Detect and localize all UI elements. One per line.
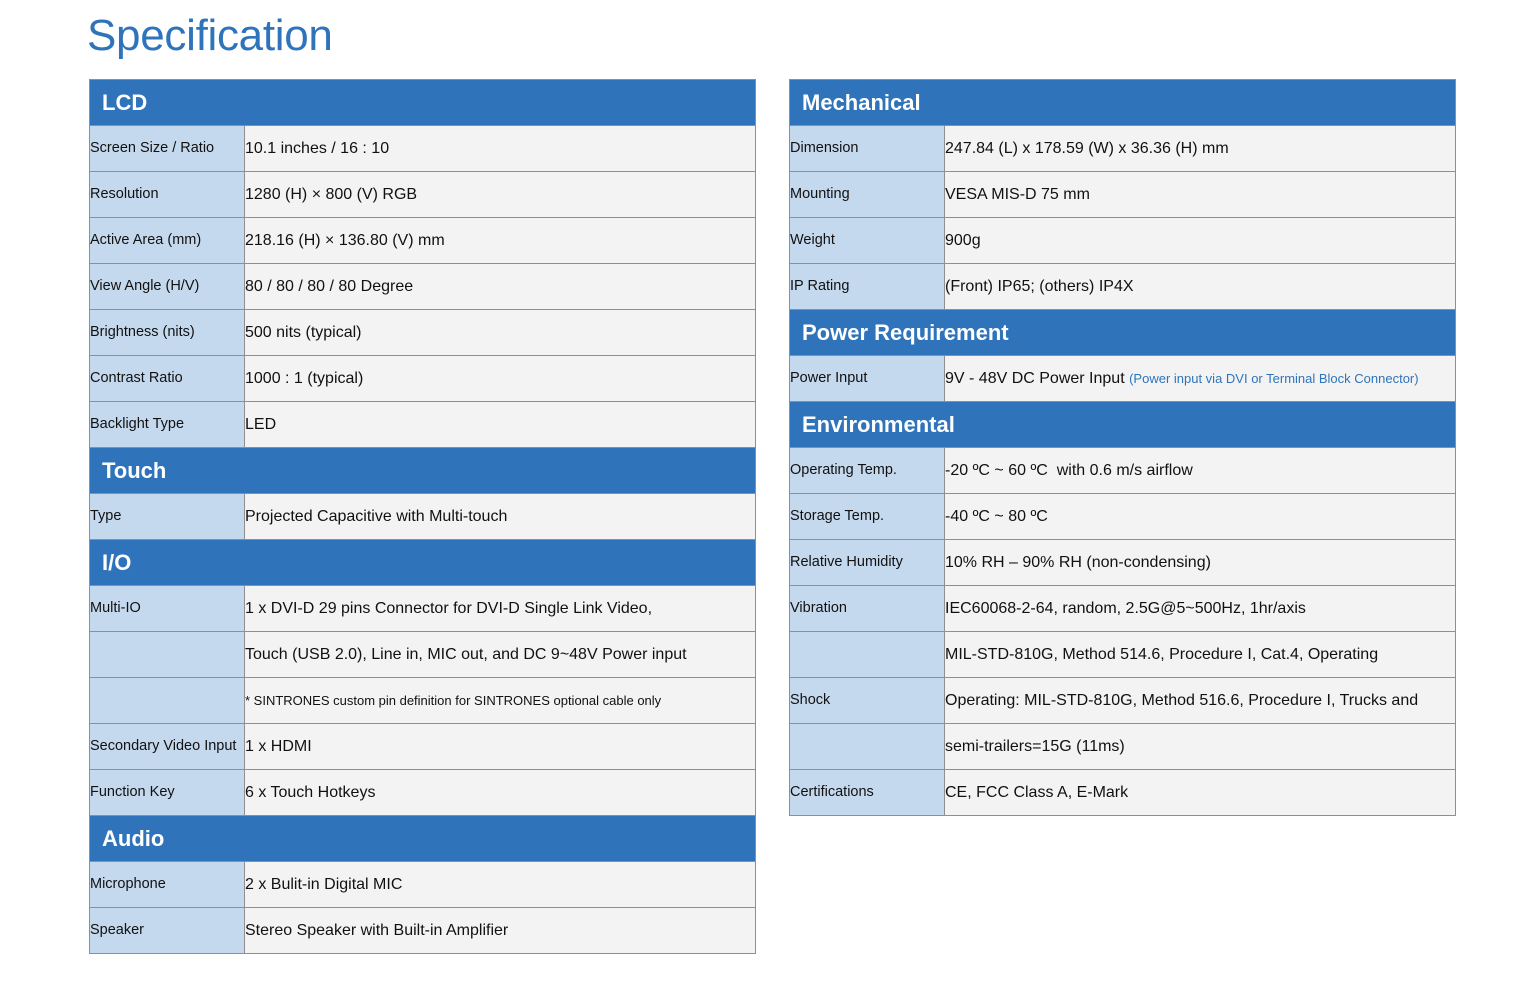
spec-row xyxy=(90,586,756,632)
spec-label xyxy=(90,632,245,678)
spec-row xyxy=(790,218,1456,264)
spec-value: 500 nits (typical) xyxy=(245,310,756,356)
spec-row xyxy=(90,310,756,356)
spec-value: Projected Capacitive with Multi-touch xyxy=(245,494,756,540)
spec-value: 2 x Bulit-in Digital MIC xyxy=(245,862,756,908)
section-header-audio xyxy=(90,816,756,862)
spec-table-left xyxy=(89,79,756,954)
spec-label: Resolution xyxy=(90,172,245,218)
spec-row xyxy=(790,540,1456,586)
spec-label: Dimension xyxy=(790,126,945,172)
section-title: Environmental xyxy=(790,402,1456,448)
section-title: Mechanical xyxy=(790,80,1456,126)
spec-label xyxy=(790,632,945,678)
spec-row xyxy=(90,356,756,402)
spec-label: Microphone xyxy=(90,862,245,908)
spec-value: 218.16 (H) × 136.80 (V) mm xyxy=(245,218,756,264)
spec-value: 80 / 80 / 80 / 80 Degree xyxy=(245,264,756,310)
section-title: I/O xyxy=(90,540,756,586)
spec-row xyxy=(90,678,756,724)
spec-row xyxy=(90,724,756,770)
spec-label: Certifications xyxy=(790,770,945,816)
spec-row xyxy=(90,172,756,218)
spec-row xyxy=(790,770,1456,816)
spec-label: Backlight Type xyxy=(90,402,245,448)
spec-row xyxy=(90,264,756,310)
spec-value: LED xyxy=(245,402,756,448)
section-header-io xyxy=(90,540,756,586)
spec-label: Contrast Ratio xyxy=(90,356,245,402)
section-header-environmental xyxy=(790,402,1456,448)
section-header-lcd xyxy=(90,80,756,126)
section-header-touch xyxy=(90,448,756,494)
spec-table-right xyxy=(789,79,1456,816)
spec-row xyxy=(90,218,756,264)
spec-label xyxy=(90,678,245,724)
spec-row xyxy=(790,632,1456,678)
spec-value: (Front) IP65; (others) IP4X xyxy=(945,264,1456,310)
spec-value: 10.1 inches / 16 : 10 xyxy=(245,126,756,172)
spec-value: 247.84 (L) x 178.59 (W) x 36.36 (H) mm xyxy=(945,126,1456,172)
spec-label: Relative Humidity xyxy=(790,540,945,586)
spec-row xyxy=(790,586,1456,632)
spec-row xyxy=(90,402,756,448)
spec-row xyxy=(790,264,1456,310)
spec-value: 1000 : 1 (typical) xyxy=(245,356,756,402)
spec-value: 900g xyxy=(945,218,1456,264)
spec-label: Multi-IO xyxy=(90,586,245,632)
spec-row xyxy=(790,126,1456,172)
spec-value: semi-trailers=15G (11ms) xyxy=(945,724,1456,770)
spec-row xyxy=(790,724,1456,770)
spec-label: Active Area (mm) xyxy=(90,218,245,264)
spec-row xyxy=(790,172,1456,218)
spec-value: 10% RH – 90% RH (non-condensing) xyxy=(945,540,1456,586)
spec-label: Weight xyxy=(790,218,945,264)
spec-row xyxy=(790,448,1456,494)
spec-value: MIL-STD-810G, Method 514.6, Procedure I, Cat.4, Operating xyxy=(945,632,1456,678)
spec-label: Function Key xyxy=(90,770,245,816)
spec-row xyxy=(790,678,1456,724)
spec-row xyxy=(90,908,756,954)
spec-label: Secondary Video Input xyxy=(90,724,245,770)
spec-label: Vibration xyxy=(790,586,945,632)
spec-value-footnote: * SINTRONES custom pin definition for SINTRONES optional cable only xyxy=(245,678,756,724)
spec-row xyxy=(90,126,756,172)
spec-label: Brightness (nits) xyxy=(90,310,245,356)
spec-value: 1 x HDMI xyxy=(245,724,756,770)
spec-value: IEC60068-2-64, random, 2.5G@5~500Hz, 1hr/axis xyxy=(945,586,1456,632)
spec-value: Operating: MIL-STD-810G, Method 516.6, Procedure I, Trucks and xyxy=(945,678,1456,724)
spec-label xyxy=(790,724,945,770)
spec-value: CE, FCC Class A, E-Mark xyxy=(945,770,1456,816)
spec-row xyxy=(790,356,1456,402)
section-title: Power Requirement xyxy=(790,310,1456,356)
spec-value: 1280 (H) × 800 (V) RGB xyxy=(245,172,756,218)
spec-row xyxy=(90,770,756,816)
spec-label: Power Input xyxy=(790,356,945,402)
spec-row xyxy=(90,862,756,908)
power-input-value: 9V - 48V DC Power Input xyxy=(945,369,1125,387)
spec-row xyxy=(790,494,1456,540)
spec-label: Screen Size / Ratio xyxy=(90,126,245,172)
section-title: LCD xyxy=(90,80,756,126)
spec-label: Operating Temp. xyxy=(790,448,945,494)
spec-label: Type xyxy=(90,494,245,540)
spec-value: Stereo Speaker with Built-in Amplifier xyxy=(245,908,756,954)
page-title: Specification xyxy=(87,11,333,60)
spec-label: Shock xyxy=(790,678,945,724)
section-title: Audio xyxy=(90,816,756,862)
spec-value: Touch (USB 2.0), Line in, MIC out, and DC 9~48V Power input xyxy=(245,632,756,678)
spec-row xyxy=(90,632,756,678)
section-header-power xyxy=(790,310,1456,356)
spec-value: -40 ºC ~ 80 ºC xyxy=(945,494,1456,540)
spec-label: Mounting xyxy=(790,172,945,218)
spec-label: View Angle (H/V) xyxy=(90,264,245,310)
spec-label: Speaker xyxy=(90,908,245,954)
spec-value: -20 ºC ~ 60 ºC with 0.6 m/s airflow xyxy=(945,448,1456,494)
spec-value: VESA MIS-D 75 mm xyxy=(945,172,1456,218)
section-header-mechanical xyxy=(790,80,1456,126)
section-title: Touch xyxy=(90,448,756,494)
spec-label: IP Rating xyxy=(790,264,945,310)
spec-value: 6 x Touch Hotkeys xyxy=(245,770,756,816)
spec-value xyxy=(945,356,1456,402)
spec-value: 1 x DVI-D 29 pins Connector for DVI-D Single Link Video, xyxy=(245,586,756,632)
spec-label: Storage Temp. xyxy=(790,494,945,540)
power-input-note: (Power input via DVI or Terminal Block Connector) xyxy=(1129,370,1419,386)
spec-row xyxy=(90,494,756,540)
